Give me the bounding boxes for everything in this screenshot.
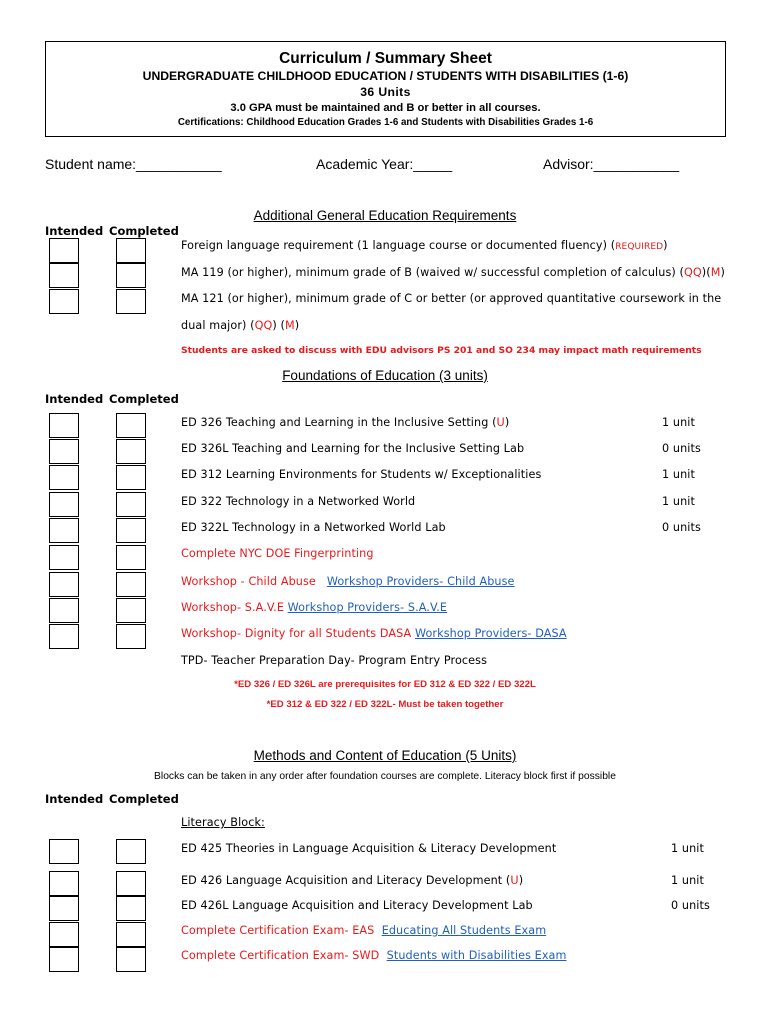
foundations-section-title: Foundations of Education (3 units) [282, 368, 488, 383]
completed-column-header: Completed [109, 392, 179, 406]
math-advising-note: Students are asked to discuss with EDU advisors PS 201 and SO 234 may impact math requirements [181, 345, 702, 356]
intended-checkbox[interactable] [49, 492, 79, 517]
intended-checkbox[interactable] [49, 238, 79, 263]
workshop-label: Workshop - Child Abuse [181, 575, 316, 588]
intended-checkbox[interactable] [49, 465, 79, 490]
workshop-child-abuse [181, 575, 515, 588]
students-with-disabilities-exam-link[interactable]: Students with Disabilities Exam [386, 949, 567, 962]
course-ed312: ED 312 Learning Environments for Students w/ Exceptionalities [181, 468, 542, 481]
completed-column-header: Completed [109, 224, 179, 238]
u-tag: U [496, 416, 505, 429]
completed-checkbox[interactable] [116, 439, 146, 464]
course-units: 0 units [662, 442, 701, 455]
qq-tag: QQ [683, 266, 702, 279]
blocks-order-note: Blocks can be taken in any order after foundation courses are complete. Literacy block first if possible [154, 771, 616, 782]
course-units: 0 units [671, 899, 710, 912]
workshop-providers-child-abuse-link[interactable]: Workshop Providers- Child Abuse [326, 575, 515, 588]
course-ed426 [181, 874, 523, 887]
fingerprinting-requirement: Complete NYC DOE Fingerprinting [181, 547, 374, 560]
intended-checkbox[interactable] [49, 922, 79, 947]
exam-label: Complete Certification Exam- SWD [181, 949, 380, 962]
completed-checkbox[interactable] [116, 289, 146, 314]
course-units: 1 unit [662, 495, 695, 508]
intended-checkbox[interactable] [49, 624, 79, 649]
m-tag: M [285, 319, 295, 332]
requirement-text: Foreign language requirement (1 language course or documented fluency) ( [181, 239, 616, 252]
completed-column-header: Completed [109, 792, 179, 806]
course-units: 1 unit [662, 416, 695, 429]
literacy-block-heading: Literacy Block: [181, 816, 265, 829]
ma121-requirement-line1: MA 121 (or higher), minimum grade of C or better (or approved quantitative coursework in the [181, 292, 722, 305]
intended-checkbox[interactable] [49, 572, 79, 597]
intended-checkbox[interactable] [49, 545, 79, 570]
course-ed326 [181, 416, 509, 429]
course-units: 1 unit [662, 468, 695, 481]
completed-checkbox[interactable] [116, 896, 146, 921]
course-ed425: ED 425 Theories in Language Acquisition & Literacy Development [181, 842, 557, 855]
page-title: Curriculum / Summary Sheet [279, 50, 492, 67]
program-title: UNDERGRADUATE CHILDHOOD EDUCATION / STUDENTS WITH DISABILITIES (1-6) [142, 69, 629, 83]
ma121-requirement-line2 [181, 319, 299, 332]
m-tag: M [710, 266, 721, 279]
student-name-field[interactable]: Student name:___________ [45, 156, 222, 172]
u-tag: U [510, 874, 519, 887]
completed-checkbox[interactable] [116, 922, 146, 947]
gpa-note: 3.0 GPA must be maintained and B or better in all courses. [230, 102, 541, 114]
course-ed322: ED 322 Technology in a Networked World [181, 495, 416, 508]
intended-checkbox[interactable] [49, 839, 79, 864]
intended-checkbox[interactable] [49, 947, 79, 972]
course-units: 1 unit [671, 874, 704, 887]
paren: )( [701, 266, 711, 279]
completed-checkbox[interactable] [116, 238, 146, 263]
intended-checkbox[interactable] [49, 263, 79, 288]
prerequisite-note: *ED 326 / ED 326L are prerequisites for ED 312 & ED 322 / ED 322L [234, 679, 536, 690]
required-tag: REQUIRED [615, 242, 664, 252]
intended-checkbox[interactable] [49, 598, 79, 623]
workshop-providers-dasa-link[interactable]: Workshop Providers- DASA [414, 627, 567, 640]
intended-checkbox[interactable] [49, 896, 79, 921]
exam-swd [181, 949, 567, 962]
tpd-requirement: TPD- Teacher Preparation Day- Program Entry Process [181, 654, 488, 667]
course-ed322l: ED 322L Technology in a Networked World Lab [181, 521, 446, 534]
completed-checkbox[interactable] [116, 263, 146, 288]
course-title: ED 326 Teaching and Learning in the Inclusive Setting ( [181, 416, 497, 429]
workshop-label: Workshop- Dignity for all Students DASA [181, 627, 412, 640]
completed-checkbox[interactable] [116, 871, 146, 896]
intended-column-header: Intended [45, 392, 104, 406]
workshop-dasa [181, 627, 567, 640]
completed-checkbox[interactable] [116, 839, 146, 864]
completed-checkbox[interactable] [116, 518, 146, 543]
requirement-text: MA 119 (or higher), minimum grade of B (waived w/ successful completion of calculus) ( [181, 266, 684, 279]
foreign-language-requirement [181, 239, 668, 252]
completed-checkbox[interactable] [116, 624, 146, 649]
completed-checkbox[interactable] [116, 598, 146, 623]
intended-checkbox[interactable] [49, 518, 79, 543]
methods-section-title: Methods and Content of Education (5 Units) [253, 748, 517, 763]
certifications-note: Certifications: Childhood Education Grades 1-6 and Students with Disabilities Grades 1-6 [177, 117, 594, 128]
gen-ed-section-title: Additional General Education Requirements [253, 208, 517, 223]
qq-tag: QQ [254, 319, 273, 332]
program-units: 36 Units [360, 85, 411, 99]
completed-checkbox[interactable] [116, 465, 146, 490]
paren: ) ( [272, 319, 286, 332]
completed-checkbox[interactable] [116, 947, 146, 972]
corequisite-note: *ED 312 & ED 322 / ED 322L- Must be taken together [266, 699, 504, 710]
academic-year-field[interactable]: Academic Year:_____ [316, 156, 453, 172]
course-title: ED 426 Language Acquisition and Literacy Development ( [181, 874, 511, 887]
paren: ) [504, 416, 510, 429]
header-box [45, 41, 726, 137]
paren: ) [663, 239, 668, 252]
ma119-requirement [181, 266, 725, 279]
course-units: 1 unit [671, 842, 704, 855]
advisor-field[interactable]: Advisor:___________ [543, 156, 680, 172]
intended-column-header: Intended [45, 792, 104, 806]
workshop-save [181, 601, 447, 614]
exam-eas [181, 924, 546, 937]
intended-checkbox[interactable] [49, 413, 79, 438]
course-ed426l: ED 426L Language Acquisition and Literacy Development Lab [181, 899, 533, 912]
paren: ) [720, 266, 725, 279]
completed-checkbox[interactable] [116, 572, 146, 597]
exam-label: Complete Certification Exam- EAS [181, 924, 375, 937]
workshop-label: Workshop- S.A.V.E [181, 601, 284, 614]
completed-checkbox[interactable] [116, 492, 146, 517]
educating-all-students-exam-link[interactable]: Educating All Students Exam [381, 924, 547, 937]
paren: ) [518, 874, 524, 887]
workshop-providers-save-link[interactable]: Workshop Providers- S.A.V.E [287, 601, 448, 614]
paren: ) [294, 319, 300, 332]
intended-checkbox[interactable] [49, 871, 79, 896]
requirement-text: dual major) ( [181, 319, 255, 332]
completed-checkbox[interactable] [116, 545, 146, 570]
intended-column-header: Intended [45, 224, 104, 238]
course-units: 0 units [662, 521, 701, 534]
intended-checkbox[interactable] [49, 439, 79, 464]
course-ed326l: ED 326L Teaching and Learning for the Inclusive Setting Lab [181, 442, 525, 455]
intended-checkbox[interactable] [49, 289, 79, 314]
completed-checkbox[interactable] [116, 413, 146, 438]
